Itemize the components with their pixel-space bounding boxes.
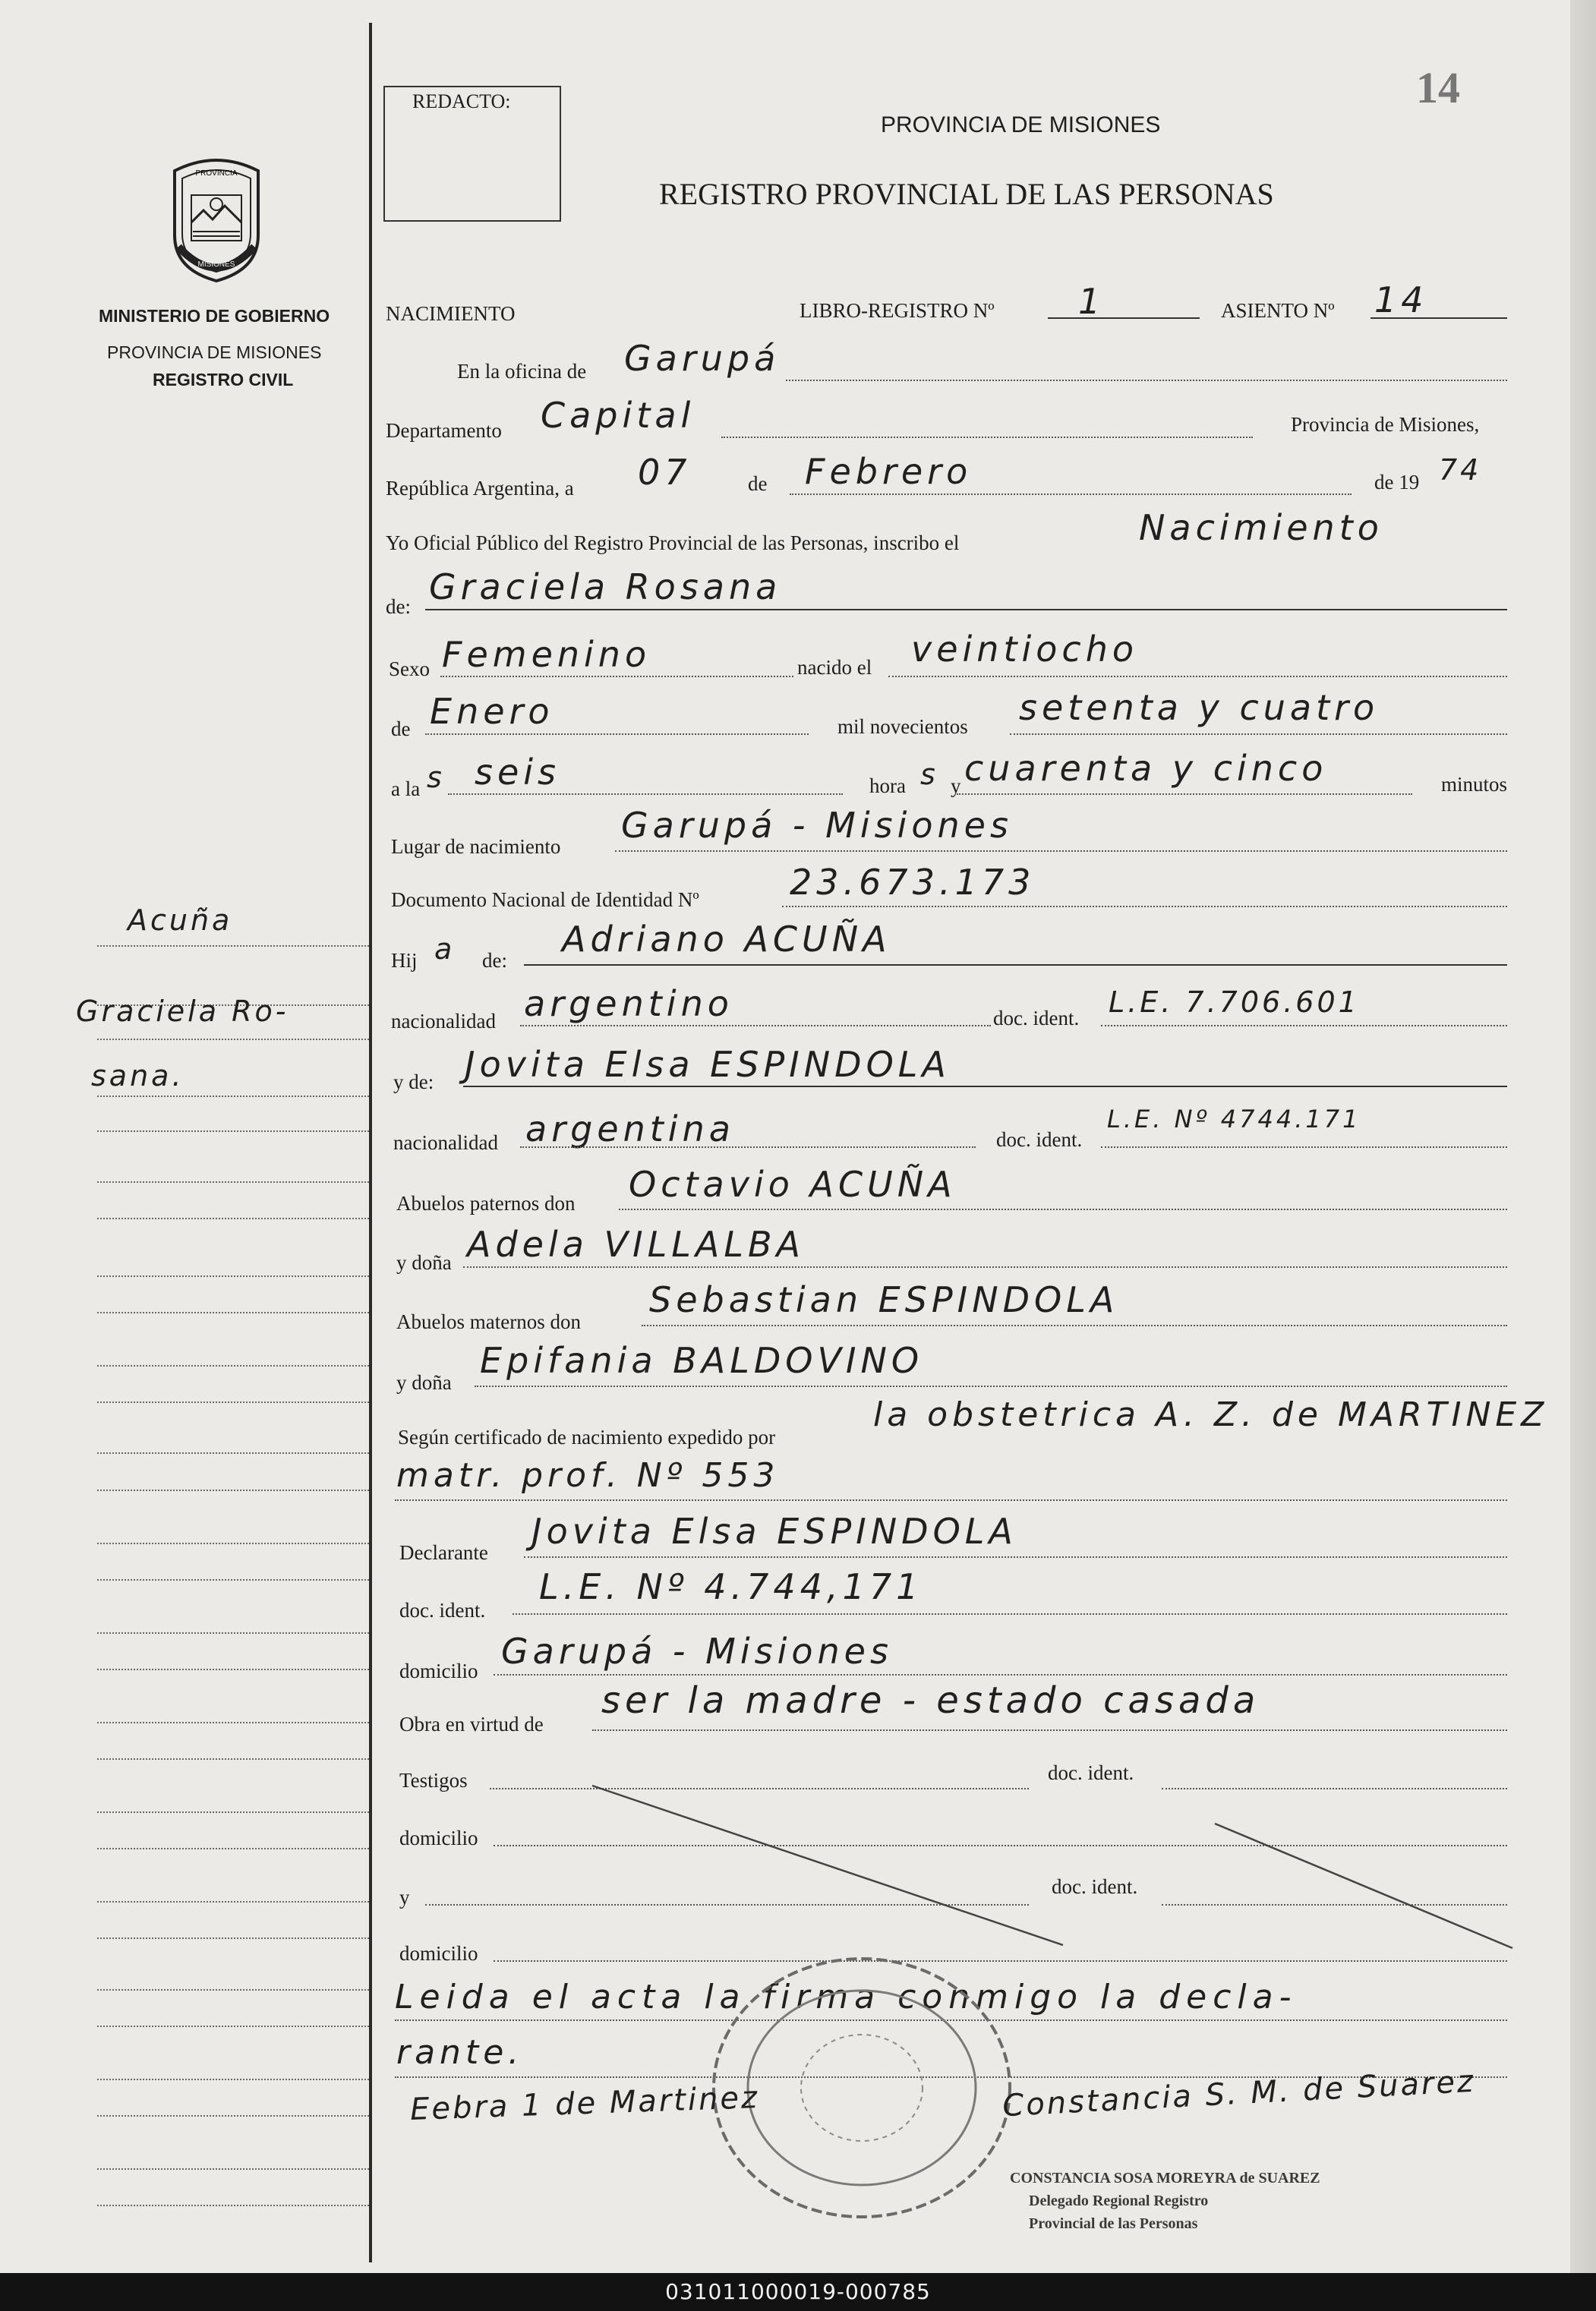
lugar-line <box>615 850 1507 852</box>
redacto-box <box>383 86 561 222</box>
nac-padre-value: argentino <box>524 983 733 1024</box>
mes-nac-line <box>425 733 809 735</box>
ab-pat-label: Abuelos paternos don <box>396 1192 576 1215</box>
asiento-label: ASIENTO Nº <box>1221 299 1335 322</box>
margin-line <box>97 2115 369 2117</box>
departamento-line <box>721 437 1253 438</box>
de-nombre-label: de: <box>386 595 411 618</box>
redacto-label: REDACTO: <box>412 90 511 112</box>
signature-left: Eebra 1 de Martinez <box>409 2079 760 2128</box>
de-label: de <box>748 472 768 495</box>
dni-label: Documento Nacional de Identidad Nº <box>391 888 699 911</box>
nacido-label: nacido el <box>797 656 872 679</box>
official-name: CONSTANCIA SOSA MOREYRA de SUAREZ <box>1010 2170 1320 2186</box>
oficina-value: Garupá <box>624 338 781 379</box>
margin-given-name-2: sana. <box>91 1059 185 1092</box>
docident-testigo-label: doc. ident. <box>1048 1761 1134 1784</box>
padre-value: Adriano ACUÑA <box>562 919 891 960</box>
margin-line <box>97 1811 369 1813</box>
minutos-label: minutos <box>1441 773 1508 796</box>
margin-line <box>97 1401 369 1403</box>
margin-line <box>97 1632 369 1634</box>
official-title-2: Provincial de las Personas <box>1029 2215 1198 2232</box>
margin-line <box>97 1669 369 1670</box>
minutos-line <box>957 793 1412 795</box>
dni-line <box>782 906 1507 907</box>
dni-value: 23.673.173 <box>790 862 1036 903</box>
doc-padre-value: L.E. 7.706.601 <box>1109 985 1360 1019</box>
crest-top-text: PROVINCIA <box>195 169 238 178</box>
hora-label: hora <box>869 774 906 797</box>
docident-label: doc. ident. <box>993 1007 1080 1029</box>
departamento-value: Capital <box>541 395 695 436</box>
margin-line <box>97 1181 369 1183</box>
nac-padre-line <box>520 1025 991 1026</box>
sexo-label: Sexo <box>389 657 430 680</box>
domicilio-value: Garupá - Misiones <box>501 1631 893 1672</box>
certificado-value: la obstetrica A. Z. de MARTINEZ <box>873 1395 1549 1434</box>
asiento-line <box>1370 317 1507 319</box>
certificado-value-2: matr. prof. Nº 553 <box>396 1456 780 1495</box>
yde-label: y de: <box>393 1070 434 1093</box>
hij-label: Hij <box>391 949 418 972</box>
margin-line <box>97 1758 369 1760</box>
docident-madre-label: doc. ident. <box>996 1128 1083 1151</box>
padre-line <box>524 964 1507 966</box>
departamento-label: Departamento <box>386 419 502 442</box>
sexo-value: Femenino <box>442 634 651 675</box>
mil-label: mil novecientos <box>837 715 968 738</box>
page-number: 14 <box>1416 63 1460 112</box>
page-edge <box>1570 0 1596 2273</box>
margin-line <box>97 2079 369 2080</box>
margin-line <box>97 2026 369 2027</box>
lugar-value: Garupá - Misiones <box>621 805 1013 846</box>
ab-mat-value: Sebastian ESPINDOLA <box>649 1279 1119 1320</box>
margin-line <box>97 1490 369 1491</box>
republica-label: República Argentina, a <box>386 477 574 500</box>
margin-line <box>97 1543 369 1544</box>
alas-suffix: s <box>427 761 445 794</box>
declarante-label: Declarante <box>399 1541 488 1564</box>
anio-value: 74 <box>1439 453 1482 487</box>
closing-line-2: rante. <box>396 2033 524 2072</box>
margin-line <box>97 2168 369 2170</box>
doc-decl-line <box>513 1613 1507 1615</box>
margin-line <box>97 1096 369 1097</box>
official-title-1: Delegado Regional Registro <box>1029 2193 1209 2209</box>
margin-line <box>97 1989 369 1991</box>
domicilio-line <box>494 1674 1507 1676</box>
fecha-line <box>790 493 1352 495</box>
doc-padre-line <box>1101 1025 1507 1026</box>
domicilio-label: domicilio <box>399 1660 478 1682</box>
ab-mat-dona-line <box>475 1386 1507 1387</box>
crest-bottom-text: MISIONES <box>197 260 235 269</box>
provincia-suffix: Provincia de Misiones, <box>1291 413 1480 436</box>
doc-decl-value: L.E. Nº 4.744,171 <box>539 1566 923 1607</box>
docident-testigo2-label: doc. ident. <box>1052 1875 1138 1898</box>
margin-line <box>97 1722 369 1723</box>
header-province: PROVINCIA DE MISIONES <box>881 112 1161 137</box>
sexo-line <box>440 676 793 677</box>
margin-line <box>97 1848 369 1849</box>
ab-pat-value: Octavio ACUÑA <box>629 1164 957 1205</box>
margin-line <box>97 1130 369 1132</box>
hora-line <box>448 793 843 795</box>
provincial-crest-icon <box>159 156 273 285</box>
libro-label: LIBRO-REGISTRO Nº <box>800 299 995 322</box>
nombre-line <box>425 609 1507 610</box>
declarante-line <box>524 1556 1507 1558</box>
anio-nac-value: setenta y cuatro <box>1019 687 1380 728</box>
nacionalidad-label: nacionalidad <box>391 1010 496 1033</box>
oficina-line <box>786 380 1507 381</box>
margin-line <box>97 1937 369 1939</box>
y-label: y <box>951 774 961 797</box>
dia-nac-line <box>888 676 1507 677</box>
obra-line <box>592 1729 1507 1731</box>
ministry-heading: MINISTERIO DE GOBIERNO <box>99 306 330 326</box>
libro-value: 1 <box>1078 281 1106 322</box>
ab-pat-dona-line <box>463 1266 1507 1268</box>
nac-madre-line <box>520 1146 976 1148</box>
madre-line <box>463 1086 1507 1087</box>
margin-line <box>97 1218 369 1219</box>
cancel-strike-lines <box>577 1777 1519 1959</box>
margin-surname: Acuña <box>128 903 233 937</box>
mes-value: Febrero <box>805 451 973 492</box>
acto-value: Nacimiento <box>1139 507 1383 548</box>
margin-line <box>97 1039 369 1040</box>
minutos-value: cuarenta y cinco <box>964 748 1328 789</box>
margin-rule <box>369 23 372 2262</box>
ab-pat-line <box>619 1209 1507 1210</box>
margin-line <box>97 1579 369 1581</box>
lugar-label: Lugar de nacimiento <box>391 835 561 858</box>
header-registry: REGISTRO PROVINCIAL DE LAS PERSONAS <box>659 177 1274 211</box>
de-mes-label: de <box>391 717 411 740</box>
nac-madre-value: argentina <box>525 1108 735 1149</box>
margin-line <box>97 945 369 947</box>
libro-line <box>1048 317 1200 319</box>
obra-label: Obra en virtud de <box>399 1713 544 1736</box>
nacimiento-label: NACIMIENTO <box>386 302 516 325</box>
document-id-footer: 031011000019-000785 <box>0 2273 1596 2311</box>
hora-suffix: s <box>920 758 938 791</box>
obra-value: ser la madre - estado casada <box>601 1679 1260 1722</box>
hij-suffix: a <box>434 932 456 966</box>
margin-line <box>97 1365 369 1367</box>
ab-pat-dona-value: Adela VILLALBA <box>467 1224 805 1265</box>
margin-line <box>97 1312 369 1313</box>
closing-line-1: Leida el acta la firma conmigo la decla- <box>395 1978 1298 2016</box>
de-padre-label: de: <box>482 949 507 972</box>
domicilio-testigo-label: domicilio <box>399 1827 478 1849</box>
mes-nac-value: Enero <box>430 691 554 732</box>
signature-right: Constancia S. M. de Suarez <box>1001 2064 1477 2124</box>
certificado-line-2 <box>395 1499 1507 1501</box>
province-heading: PROVINCIA DE MISIONES <box>107 342 322 362</box>
alas-label: a la <box>391 777 421 800</box>
asiento-value: 14 <box>1374 279 1428 320</box>
oficina-label: En la oficina de <box>457 360 587 383</box>
hora-value: seis <box>475 752 561 793</box>
doc-madre-line <box>1101 1146 1507 1148</box>
certificado-label: Según certificado de nacimiento expedido por <box>398 1426 776 1449</box>
margin-line <box>97 1452 369 1454</box>
dia-nac-value: veintiocho <box>911 629 1139 670</box>
docident-decl-label: doc. ident. <box>399 1599 486 1622</box>
ab-mat-line <box>642 1325 1507 1326</box>
ab-mat-label: Abuelos maternos don <box>396 1310 581 1333</box>
margin-given-name-1: Graciela Ro- <box>76 995 289 1028</box>
margin-line <box>97 1275 369 1277</box>
anio-nac-line <box>1010 733 1507 735</box>
dia-value: 07 <box>638 452 692 493</box>
doc-madre-value: L.E. Nº 4744.171 <box>1107 1105 1361 1133</box>
nombre-value: Graciela Rosana <box>429 566 782 607</box>
madre-value: Jovita Elsa ESPINDOLA <box>465 1044 951 1085</box>
ydona-mat-label: y doña <box>396 1371 452 1394</box>
ydona-pat-label: y doña <box>396 1251 452 1274</box>
testigos-label: Testigos <box>399 1769 468 1792</box>
declarante-value: Jovita Elsa ESPINDOLA <box>531 1511 1017 1552</box>
civil-registry-heading: REGISTRO CIVIL <box>153 370 294 389</box>
y2-label: y <box>399 1886 410 1909</box>
margin-line <box>97 1901 369 1903</box>
de19-label: de 19 <box>1374 471 1420 493</box>
margin-line <box>97 2205 369 2206</box>
domicilio-testigo2-label: domicilio <box>399 1942 478 1965</box>
oficial-text: Yo Oficial Público del Registro Provincial de las Personas, inscribo el <box>386 531 960 554</box>
ab-mat-dona-value: Epifania BALDOVINO <box>480 1340 924 1381</box>
nacionalidad-madre-label: nacionalidad <box>393 1131 498 1154</box>
